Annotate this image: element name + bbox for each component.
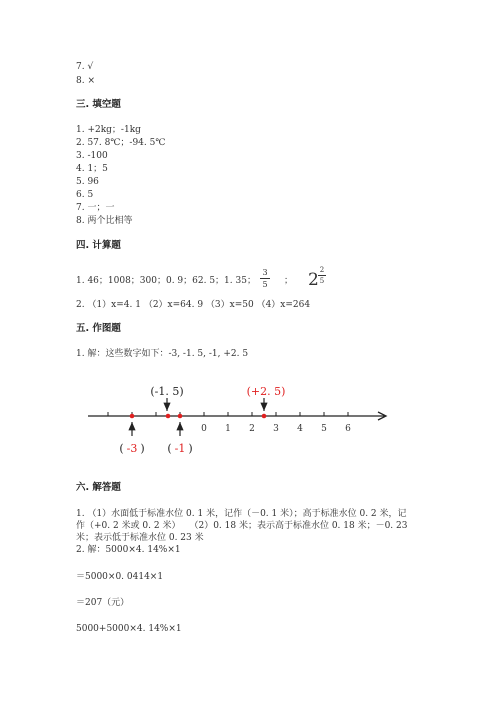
point-plus-2-5 xyxy=(262,414,267,419)
fraction-denominator: 5 xyxy=(262,280,268,289)
fraction-numerator: 3 xyxy=(262,268,268,277)
label-minus-3-value: -3 xyxy=(126,442,138,455)
label-plus-2-5: (+2. 5) xyxy=(246,385,286,398)
fraction-bar xyxy=(260,278,270,279)
solution-line-1: 1. （1）水面低于标准水位 0. 1 米，记作（－0. 1 米）；高于标准水位 0. 2 米，记 xyxy=(76,509,407,519)
solution-line-3: 米；表示低于标准水位 0. 23 米 xyxy=(76,533,204,543)
solution-line-4: 2. 解：5000×4. 14%×1 xyxy=(76,545,181,555)
calc-line-1: 1. 46；1008；300；0. 9；62. 5；1. 35； xyxy=(76,276,256,286)
fill-item-2: 2. 57. 8℃；-94. 5℃ xyxy=(76,138,166,148)
fill-item-4: 4. 1；5 xyxy=(76,164,108,174)
label-minus-1-value: -1 xyxy=(174,442,186,455)
solution-line-7: 5000+5000×4. 14%×1 xyxy=(76,624,182,634)
fill-item-3: 3. -100 xyxy=(76,151,108,161)
calc-separator: ； xyxy=(284,276,294,286)
point-minus-1 xyxy=(178,414,183,419)
label-minus-3 xyxy=(119,442,144,455)
label-minus-1-open: ( xyxy=(167,442,172,455)
number-line-figure xyxy=(0,380,500,460)
fill-item-6: 6. 5 xyxy=(76,190,94,200)
solution-line-2: 作（+0. 2 米或 0. 2 米） （2）0. 18 米；表示高于标准水位 0. 18 米；－0. 23 xyxy=(76,521,408,531)
point-minus-1-5 xyxy=(166,414,171,419)
fill-item-8: 8. 两个比相等 xyxy=(76,216,133,226)
tick-label-0: 0 xyxy=(201,424,207,434)
calc-line-2: 2. （1）x=4. 1 （2）x=64. 9 （3）x=50 （4）x=264 xyxy=(76,300,311,310)
solution-line-5: ＝5000×0. 0414×1 xyxy=(76,572,164,582)
section-4-title: 四. 计算题 xyxy=(76,240,121,251)
tick-label-1: 1 xyxy=(225,424,231,434)
tick-label-3: 3 xyxy=(273,424,279,434)
mixed-numerator: 2 xyxy=(319,266,325,274)
fill-item-1: 1. +2kg；-1kg xyxy=(76,125,141,135)
label-minus-3-open: ( xyxy=(119,442,124,455)
mixed-denominator: 5 xyxy=(319,277,325,285)
answer-7: 7. √ xyxy=(76,62,94,72)
solution-line-6: ＝207（元） xyxy=(76,598,130,608)
section-6-title: 六. 解答题 xyxy=(76,482,121,493)
drawing-line-1: 1. 解：这些数字如下：-3, -1. 5, -1, +2. 5 xyxy=(76,349,249,359)
label-minus-1-close: ) xyxy=(188,442,193,455)
label-minus-1 xyxy=(167,442,192,455)
mixed-fraction-bar xyxy=(318,275,326,276)
tick-label-5: 5 xyxy=(321,424,327,434)
section-3-title: 三. 填空题 xyxy=(76,99,121,110)
tick-label-4: 4 xyxy=(297,424,303,434)
mixed-number-whole: 2 xyxy=(308,270,319,290)
fraction-3-5 xyxy=(260,268,270,289)
fill-item-5: 5. 96 xyxy=(76,177,99,187)
answer-8: 8. × xyxy=(76,76,95,86)
tick-label-6: 6 xyxy=(345,424,351,434)
tick-label-2: 2 xyxy=(249,424,255,434)
label-minus-1-5: (-1. 5) xyxy=(150,385,184,398)
label-minus-3-close: ) xyxy=(140,442,145,455)
section-5-title: 五. 作图题 xyxy=(76,323,121,334)
fill-item-7: 7. 一；一 xyxy=(76,203,115,213)
mixed-number-fraction xyxy=(318,266,326,285)
point-minus-3 xyxy=(130,414,135,419)
